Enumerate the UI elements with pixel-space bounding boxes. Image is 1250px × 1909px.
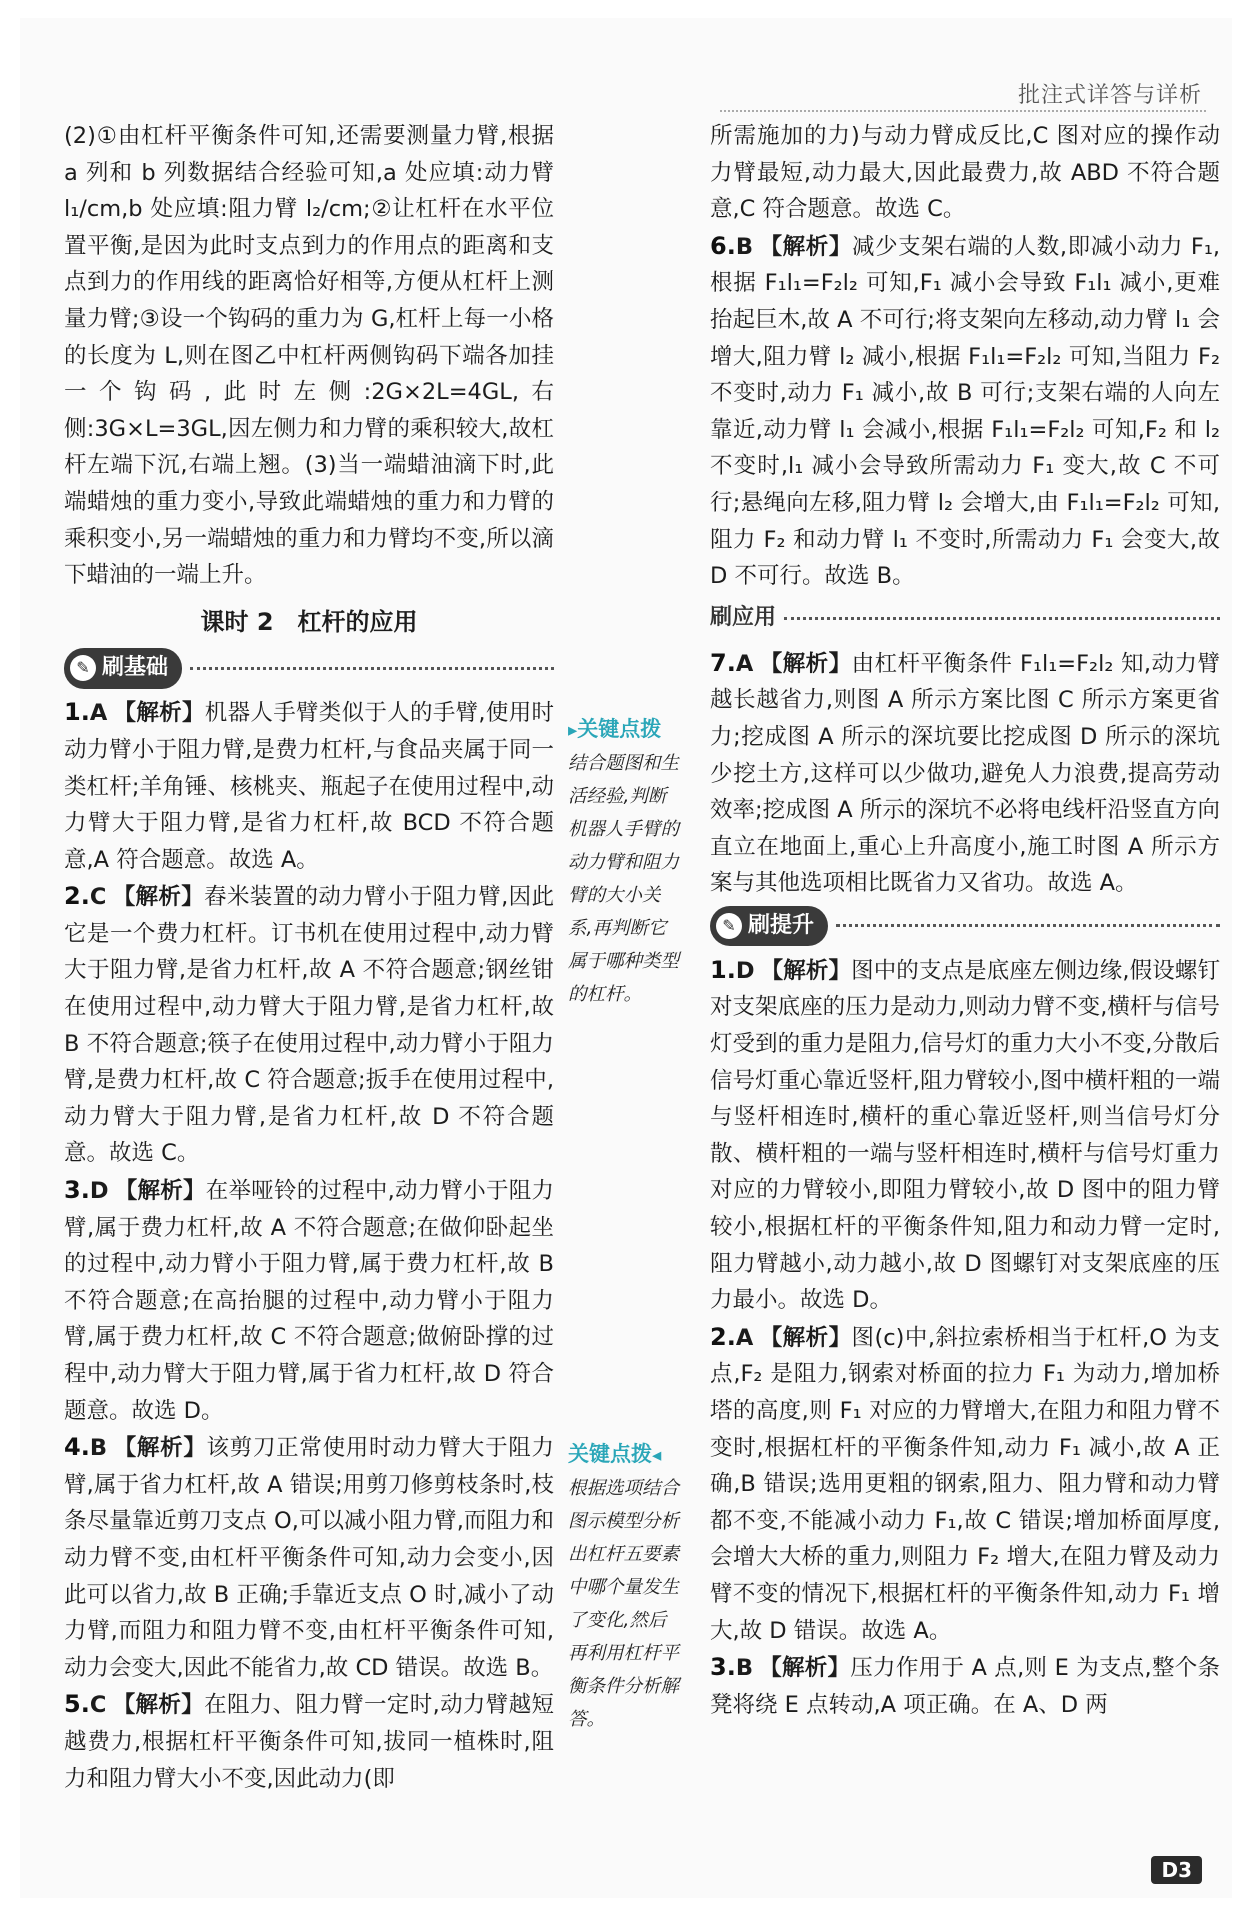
question-item — [710, 228, 1220, 595]
key-point-text: 根据选项结合图示模型分析出杠杆五要素中哪个量发生了变化,然后再利用杠杆平衡条件分析解答。 — [568, 1478, 680, 1730]
answer-letter: A — [735, 1324, 754, 1351]
answer-letter: A — [735, 650, 754, 677]
section-up-badge — [710, 906, 828, 947]
answer-letter: B — [735, 1655, 753, 1682]
key-point-text: 结合题图和生活经验,判断机器人手臂的动力臂和阻力臂的大小关系,再判断它属于哪种类型的杠杆。 — [568, 753, 680, 1005]
question-item — [64, 1686, 554, 1797]
analysis-tag: 【解析】 — [112, 1692, 205, 1719]
answer-letter: C — [89, 884, 107, 911]
section-divider — [784, 617, 1220, 620]
question-item — [710, 1319, 1220, 1649]
analysis-tag: 【解析】 — [759, 1324, 852, 1351]
answer-letter: D — [735, 957, 755, 984]
analysis-text: 图中的支点是底座左侧边缘,假设螺钉对支架底座的压力是动力,则动力臂不变,横杆与信号灯受到的重力是阻力,信号灯的重力大小不变,分散后信号灯重心靠近竖杆,阻力臂较小,图中横杆粗的一端与竖杆相连时,横杆的重心靠近竖杆,则当信号灯分散、横杆粗的一端与竖杆相连时,横杆与信号灯重力对应的力臂较小,即阻力臂较小,故 D 图中的阻力臂较小,根据杠杆的平衡条件知,阻力和动力臂一定时,阻力臂越小,动力越小,故 D 图螺钉对支架底座的压力最小。故选 D。 — [710, 957, 1220, 1314]
analysis-tag: 【解析】 — [112, 884, 205, 911]
section-apply-label: 刷应用 — [710, 605, 777, 631]
section-basic-label: 刷基础 — [102, 655, 169, 681]
header-divider — [720, 110, 1206, 112]
section-basic — [64, 648, 554, 688]
continued-paragraph: 所需施加的力)与动力臂成反比,C 图对应的操作动力臂最短,动力最大,因此最费力,故 ABD 不符合题意,C 符合题意。故选 C。 — [710, 123, 1220, 223]
question-item — [710, 1649, 1220, 1723]
analysis-text: 由杠杆平衡条件 F₁l₁=F₂l₂ 知,动力臂越长越省力,则图 A 所示方案比图 C 所示方案更省力;挖成图 A 所示的深坑要比挖成图 D 所示的深坑少挖土方,这样可以少做功,避免人力浪费,提高劳动效率;挖成图 A 所示的深坑不必将电线杆沿竖直方向直立在地面上,重心上升高度小,施工时图 A 所示方案与其他选项相比既省力又省功。故选 A。 — [710, 650, 1220, 897]
key-point-note — [568, 713, 680, 1011]
section-divider — [190, 667, 554, 670]
lesson-title: 课时 2 杠杆的应用 — [200, 607, 418, 636]
question-number: 2. — [64, 882, 90, 911]
key-point-title: ▸关键点拨 — [568, 717, 662, 741]
page — [20, 18, 1232, 1898]
answer-letter: B — [89, 1435, 107, 1462]
analysis-tag: 【解析】 — [112, 1435, 207, 1462]
right-column — [710, 118, 1220, 1723]
question-item — [64, 878, 554, 1172]
brush-icon: ✎ — [716, 913, 742, 939]
analysis-tag: 【解析】 — [760, 957, 852, 984]
question-item — [710, 952, 1220, 1319]
key-point-title: 关键点拨◂ — [568, 1442, 662, 1466]
answer-letter: C — [89, 1692, 107, 1719]
answer-letter: A — [89, 700, 108, 727]
question-item — [64, 1172, 554, 1429]
brush-icon: ✎ — [70, 655, 96, 681]
analysis-tag: 【解析】 — [759, 650, 852, 677]
question-number: 5. — [64, 1690, 90, 1719]
analysis-text: 该剪刀正常使用时动力臂大于阻力臂,属于省力杠杆,故 A 错误;用剪刀修剪枝条时,枝条尽量靠近剪刀支点 O,可以减小阻力臂,而阻力和动力臂不变,由杠杆平衡条件可知,动力会变小,因此可以省力,故 B 正确;手靠近支点 O 时,减小了动力臂,而阻力和阻力臂不变,由杠杆平衡条件可知,动力会变大,因此不能省力,故 CD 错误。故选 B。 — [64, 1435, 554, 1681]
question-number: 6. — [710, 231, 736, 260]
analysis-tag: 【解析】 — [114, 1178, 206, 1205]
analysis-text: 图(c)中,斜拉索桥相当于杠杆,O 为支点,F₂ 是阻力,钢索对桥面的拉力 F₁ 为动力,增加桥塔的高度,则 F₁ 对应的力臂增大,在阻力和阻力臂不变时,根据杠杆的平衡条件知,动力 F₁ 减小,故 A 正确,B 错误;选用更粗的钢索,阻力、阻力臂和动力臂都不变,不能减小动力 F₁,故 C 错误;增加桥面厚度,会增大大桥的重力,则阻力 F₂ 增大,在阻力臂及动力臂不变的情况下,根据杠杆的平衡条件知,动力 F₁ 增大,故 D 错误。故选 A。 — [710, 1324, 1220, 1644]
question-number: 7. — [710, 648, 736, 677]
analysis-text: 减少支架右端的人数,即减小动力 F₁,根据 F₁l₁=F₂l₂ 可知,F₁ 减小会导致 F₁l₁ 减小,更难抬起巨木,故 A 不可行;将支架向左移动,动力臂 l₁ 会增大,阻力臂 l₂ 减小,根据 F₁l₁=F₂l₂ 可知,当阻力 F₂ 不变时,动力 F₁ 减小,故 B 可行;支架右端的人向左靠近,动力臂 l₁ 会减小,根据 F₁l₁=F₂l₂ 可知,F₂ 和 l₂ 不变时,l₁ 减小会导致所需动力 F₁ 变大,故 C 不可行;悬绳向左移,阻力臂 l₂ 会增大,由 F₁l₁=F₂l₂ 可知,阻力 F₂ 和动力臂 l₁ 不变时,所需动力 F₁ 会变大,故 D 不可行。故选 B。 — [710, 233, 1220, 590]
question-number: 4. — [64, 1433, 90, 1462]
page-number: D3 — [1151, 1856, 1202, 1884]
intro-paragraph: (2)①由杠杆平衡条件可知,还需要测量力臂,根据 a 列和 b 列数据结合经验可知,a 处应填:动力臂 l₁/cm,b 处应填:阻力臂 l₂/cm;②让杠杆在水平位置平衡,是因为此时支点到力的作用点的距离和支点到力的作用线的距离恰好相等,方便从杠杆上测量力臂;③设一个钩码的重力为 G,杠杆上每一小格的长度为 L,则在图乙中杠杆两侧钩码下端各加挂一个钩码,此时左侧:2G×2L=4GL,右侧:3G×L=3GL,因左侧力和力臂的乘积较大,故杠杆左端下沉,右端上翘。(3)当一端蜡油滴下时,此端蜡烛的重力变小,导致此端蜡烛的重力和力臂的乘积变小,另一端蜡烛的重力和力臂均不变,所以滴下蜡油的一端上升。 — [64, 123, 554, 589]
question-number: 1. — [64, 698, 90, 727]
question-number: 2. — [710, 1322, 736, 1351]
analysis-text: 舂米装置的动力臂小于阻力臂,因此它是一个费力杠杆。订书机在使用过程中,动力臂大于阻力臂,是省力杠杆,故 A 不符合题意;钢丝钳在使用过程中,动力臂大于阻力臂,是省力杠杆,故 B 不符合题意;筷子在使用过程中,动力臂小于阻力臂,是费力杠杆,故 C 符合题意;扳手在使用过程中,动力臂大于阻力臂,是省力杠杆,故 D 不符合题意。故选 C。 — [64, 884, 554, 1167]
arrow-left-icon: ◂ — [652, 1445, 662, 1466]
analysis-text: 在举哑铃的过程中,动力臂小于阻力臂,属于费力杠杆,故 A 不符合题意;在做仰卧起坐的过程中,动力臂小于阻力臂,属于费力杠杆,故 B 不符合题意;在高抬腿的过程中,动力臂小于阻力臂,属于费力杠杆,故 C 不符合题意;做俯卧撑的过程中,动力臂大于阻力臂,属于省力杠杆,故 D 符合题意。故选 D。 — [64, 1178, 554, 1424]
section-apply — [710, 599, 1220, 639]
analysis-tag: 【解析】 — [758, 1655, 851, 1682]
section-up-label: 刷提升 — [748, 912, 815, 938]
question-item — [710, 645, 1220, 902]
question-item — [64, 694, 554, 878]
question-item — [64, 1429, 554, 1686]
analysis-tag: 【解析】 — [758, 233, 852, 260]
key-point-note — [568, 1438, 680, 1736]
section-divider — [836, 924, 1220, 927]
analysis-text: 机器人手臂类似于人的手臂,使用时动力臂小于阻力臂,是费力杠杆,与食品夹属于同一类杠杆;羊角锤、核桃夹、瓶起子在使用过程中,动力臂大于阻力臂,是省力杠杆,故 BCD 不符合题意,A 符合题意。故选 A。 — [64, 700, 554, 873]
left-column — [64, 118, 554, 1797]
header-title: 批注式详答与详析 — [1017, 83, 1202, 108]
question-number: 3. — [710, 1653, 736, 1682]
analysis-text: 在阻力、阻力臂一定时,动力臂越短越费力,根据杠杆平衡条件可知,拔同一植株时,阻力和阻力臂大小不变,因此动力(即 — [64, 1692, 554, 1792]
section-basic-badge — [64, 648, 182, 689]
analysis-tag: 【解析】 — [113, 700, 205, 727]
analysis-text: 压力作用于 A 点,则 E 为支点,整个条凳将绕 E 点转动,A 项正确。在 A、D 两 — [710, 1655, 1220, 1718]
answer-letter: D — [89, 1178, 109, 1205]
question-number: 3. — [64, 1176, 90, 1205]
answer-letter: B — [735, 233, 753, 260]
question-number: 1. — [710, 955, 736, 984]
section-up — [710, 906, 1220, 946]
arrow-right-icon: ▸ — [568, 720, 578, 741]
